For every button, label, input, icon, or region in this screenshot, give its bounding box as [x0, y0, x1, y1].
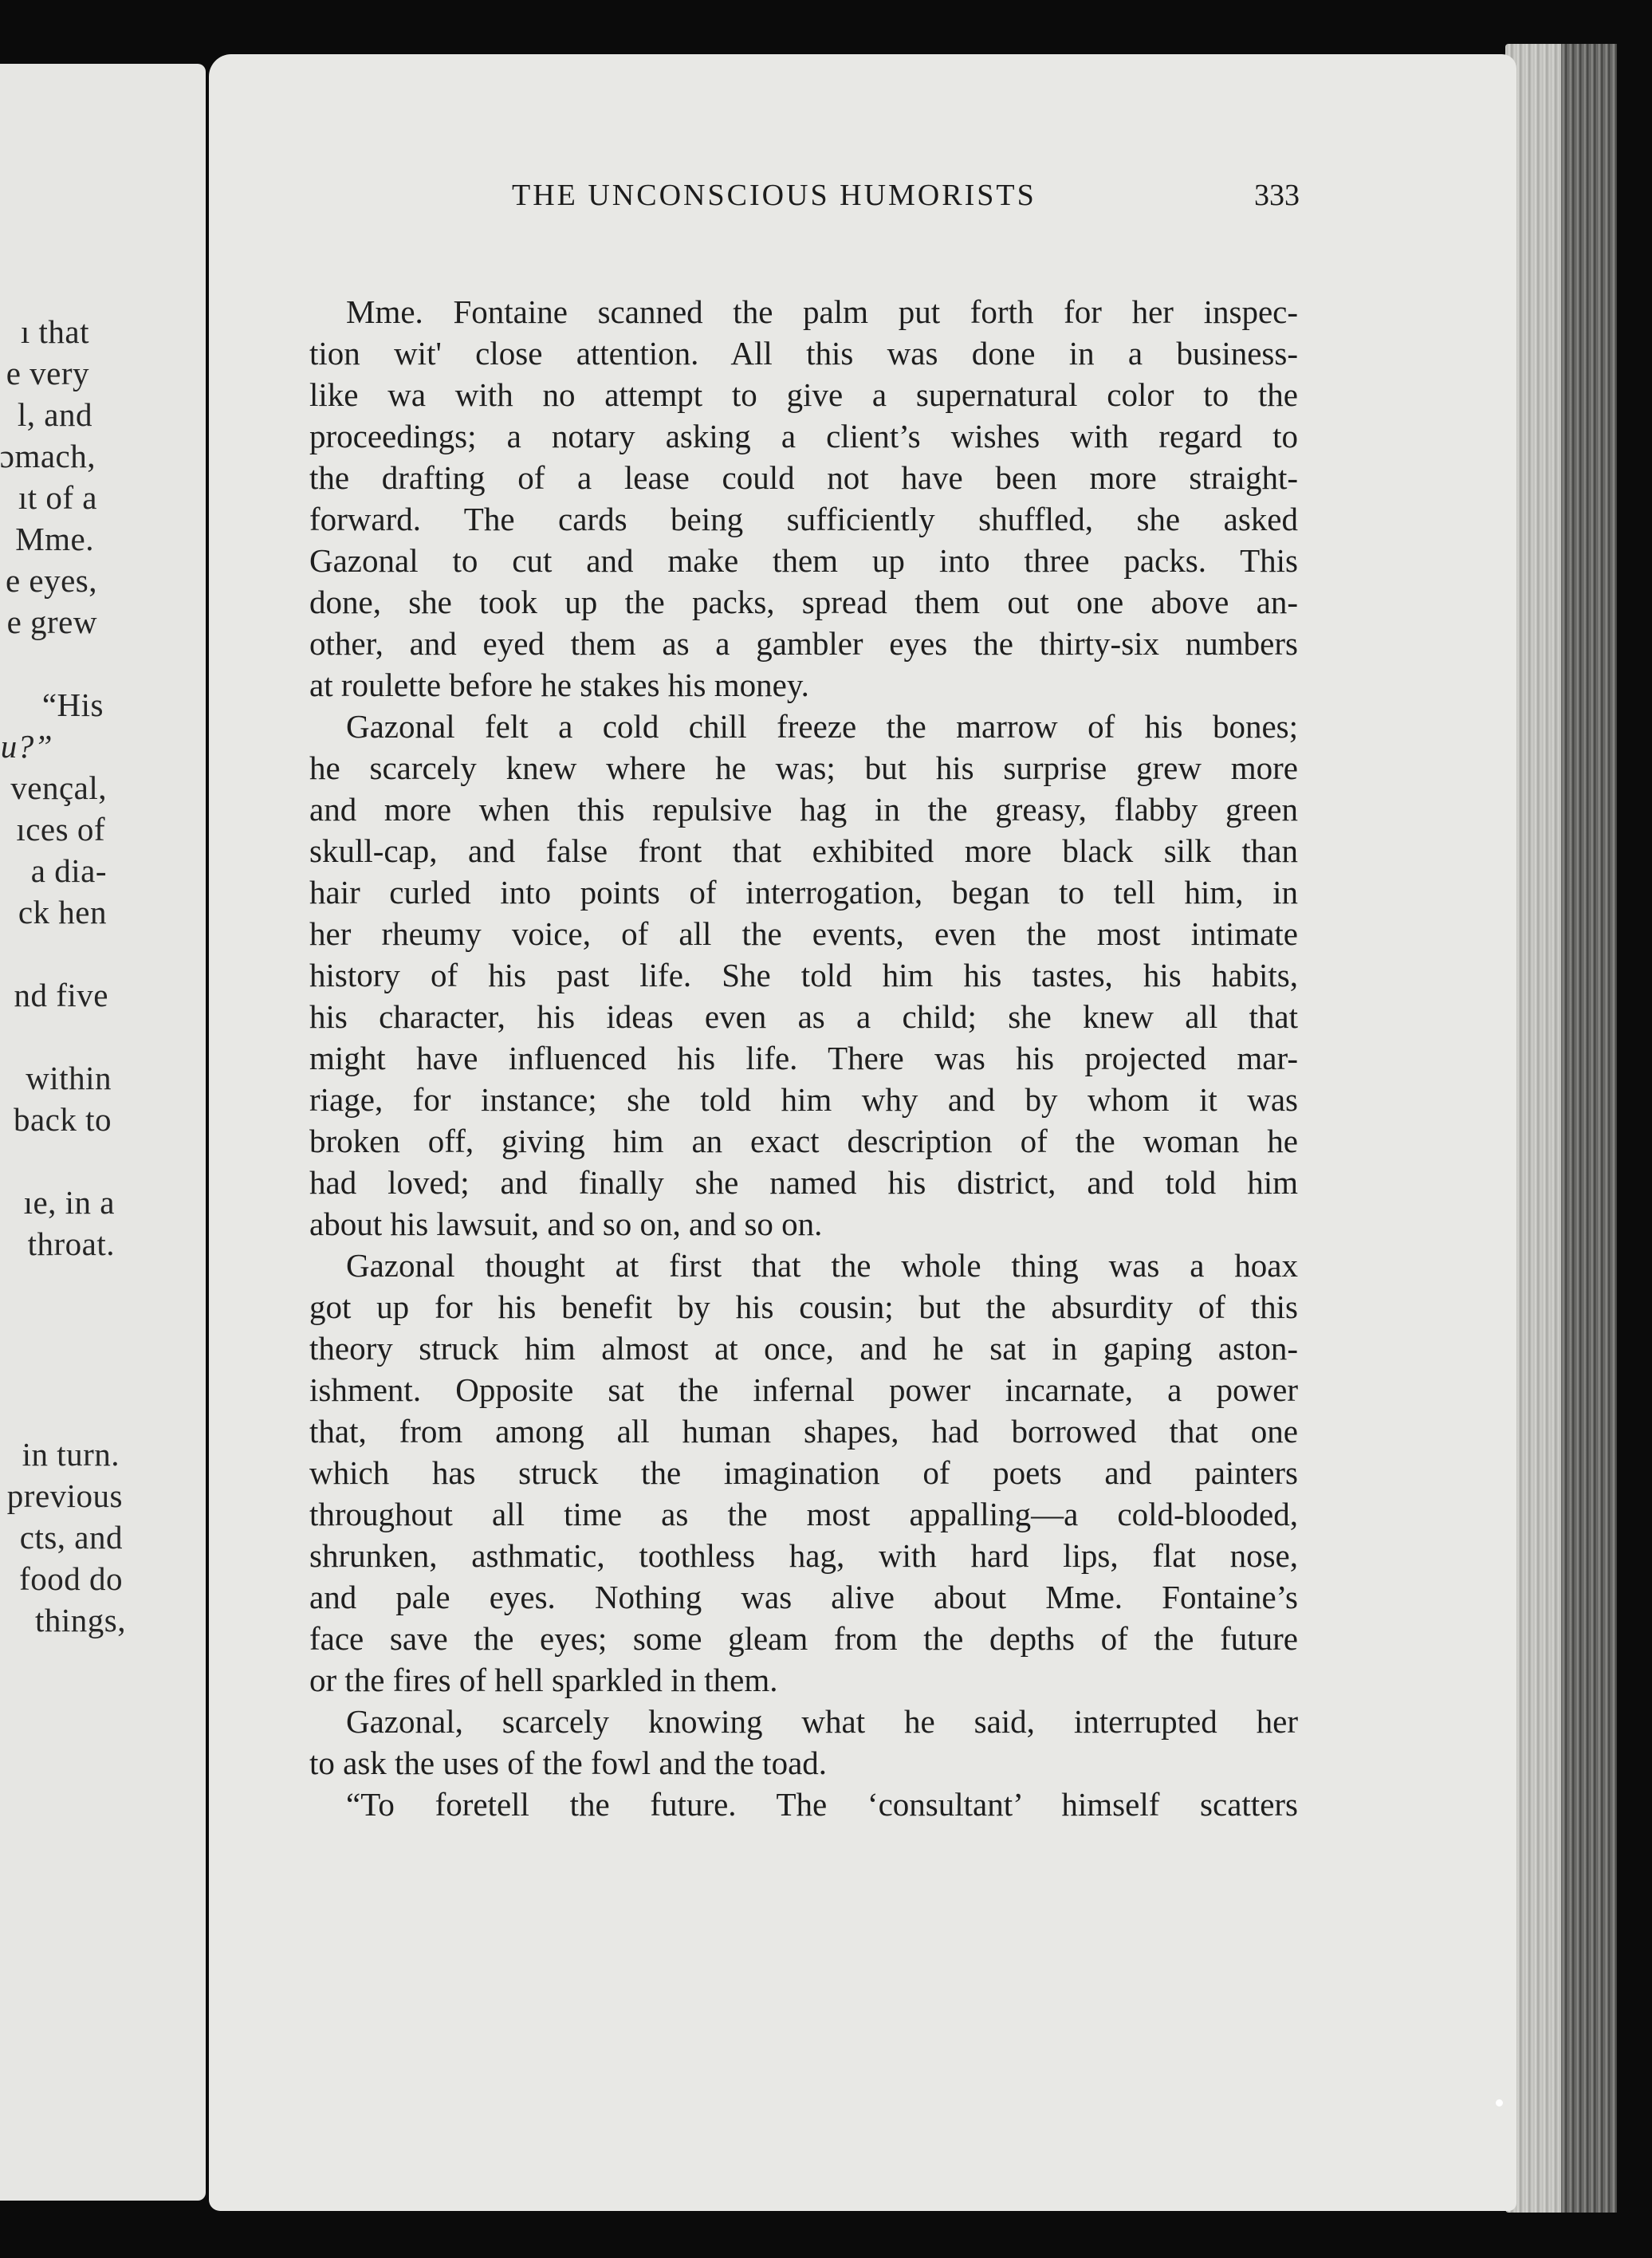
text-line: theory struck him almost at once, and he sat in gaping aston- [309, 1330, 1298, 1367]
text-line: Gazonal, scarcely knowing what he said, interrupted her [346, 1703, 1298, 1740]
left-page-fragment: things, [35, 1602, 126, 1638]
page-edges [1505, 44, 1617, 2213]
text-line: broken off, giving him an exact description of the woman he [309, 1123, 1298, 1159]
text-line: Gazonal felt a cold chill freeze the marrow of his bones; [346, 708, 1298, 745]
text-line: that, from among all human shapes, had borrowed that one [309, 1413, 1298, 1450]
text-line: the drafting of a lease could not have been more straight- [309, 459, 1298, 496]
left-page-fragment: ck hen [18, 894, 107, 930]
left-page-fragment: a dia- [30, 852, 107, 889]
text-line: like wa with no attempt to give a supernatural color to the [309, 376, 1298, 413]
left-page-fragment: “His [41, 686, 104, 723]
left-page-fragment: ıt of a [18, 479, 97, 516]
text-line: he scarcely knew where he was; but his surprise grew more [309, 749, 1298, 786]
left-page-fragment: back to [13, 1101, 112, 1138]
left-page-fragment: vençal, [10, 769, 107, 806]
text-line: Mme. Fontaine scanned the palm put forth for her inspec- [346, 293, 1298, 330]
text-line: history of his past life. She told him his tastes, his habits, [309, 957, 1298, 993]
text-line: proceedings; a notary asking a client’s wishes with regard to [309, 418, 1298, 454]
text-line: might have influenced his life. There was his projected mar- [309, 1040, 1298, 1076]
left-page-fragment: ıces of [16, 811, 105, 848]
left-page [0, 64, 206, 2201]
text-line: at roulette before he stakes his money. [309, 667, 809, 703]
text-line: which has struck the imagination of poets and painters [309, 1454, 1298, 1491]
text-line: and more when this repulsive hag in the greasy, flabby green [309, 791, 1298, 828]
left-page-fragment: throat. [27, 1225, 115, 1262]
left-page-fragment: ɔmach, [0, 438, 96, 474]
text-line: tion wit' close attention. All this was done in a business- [309, 335, 1298, 372]
left-page-fragment: ıe, in a [23, 1184, 115, 1221]
text-line: hair curled into points of interrogation, began to tell him, in [309, 874, 1298, 911]
text-line: other, and eyed them as a gambler eyes the thirty-six numbers [309, 625, 1298, 662]
text-line: his character, his ideas even as a child; she knew all that [309, 998, 1298, 1035]
text-line: her rheumy voice, of all the events, even the most intimate [309, 915, 1298, 952]
text-line: done, she took up the packs, spread them out one above an- [309, 584, 1298, 620]
left-page-fragment: l, and [17, 396, 92, 433]
text-line: face save the eyes; some gleam from the depths of the future [309, 1620, 1298, 1657]
text-line: about his lawsuit, and so on, and so on. [309, 1206, 823, 1242]
text-line: riage, for instance; she told him why and by whom it was [309, 1081, 1298, 1118]
running-head [303, 178, 1300, 216]
running-head-title: THE UNCONSCIOUS HUMORISTS [512, 179, 1036, 212]
left-page-fragment: in turn. [22, 1436, 120, 1473]
left-page-fragment: within [26, 1060, 112, 1096]
text-line: ishment. Opposite sat the infernal power incarnate, a power [309, 1371, 1298, 1408]
margin-speck [1496, 2099, 1503, 2107]
left-page-fragment: food do [19, 1560, 123, 1597]
text-line: to ask the uses of the fowl and the toad. [309, 1745, 828, 1781]
text-line: “To foretell the future. The ‘consultant’ himself scatters [346, 1786, 1298, 1823]
left-page-fragment: e grew [6, 604, 97, 640]
text-line: and pale eyes. Nothing was alive about Mme. Fontaine’s [309, 1579, 1298, 1615]
left-page-fragment: Mme. [15, 521, 94, 557]
text-line: Gazonal thought at first that the whole thing was a hoax [346, 1247, 1298, 1284]
text-line: skull-cap, and false front that exhibited more black silk than [309, 832, 1298, 869]
left-page-fragment: cts, and [19, 1519, 123, 1556]
left-page-fragment: nd five [14, 977, 108, 1013]
page-number: 333 [1254, 179, 1300, 212]
left-page-fragment: u?” [0, 728, 53, 765]
text-line: forward. The cards being sufficiently shuffled, she asked [309, 501, 1298, 537]
left-page-fragment: e very [6, 355, 89, 391]
text-line: Gazonal to cut and make them up into three packs. This [309, 542, 1298, 579]
left-page-fragment: e eyes, [5, 562, 97, 599]
text-line: had loved; and finally she named his district, and told him [309, 1164, 1298, 1201]
text-line: throughout all time as the most appalling—a cold-blooded, [309, 1496, 1298, 1532]
text-line: or the fires of hell sparkled in them. [309, 1662, 778, 1698]
text-line: got up for his benefit by his cousin; but the absurdity of this [309, 1288, 1298, 1325]
left-page-fragment: ı that [20, 313, 89, 350]
left-page-fragment: previous [6, 1477, 123, 1514]
text-line: shrunken, asthmatic, toothless hag, with hard lips, flat nose, [309, 1537, 1298, 1574]
